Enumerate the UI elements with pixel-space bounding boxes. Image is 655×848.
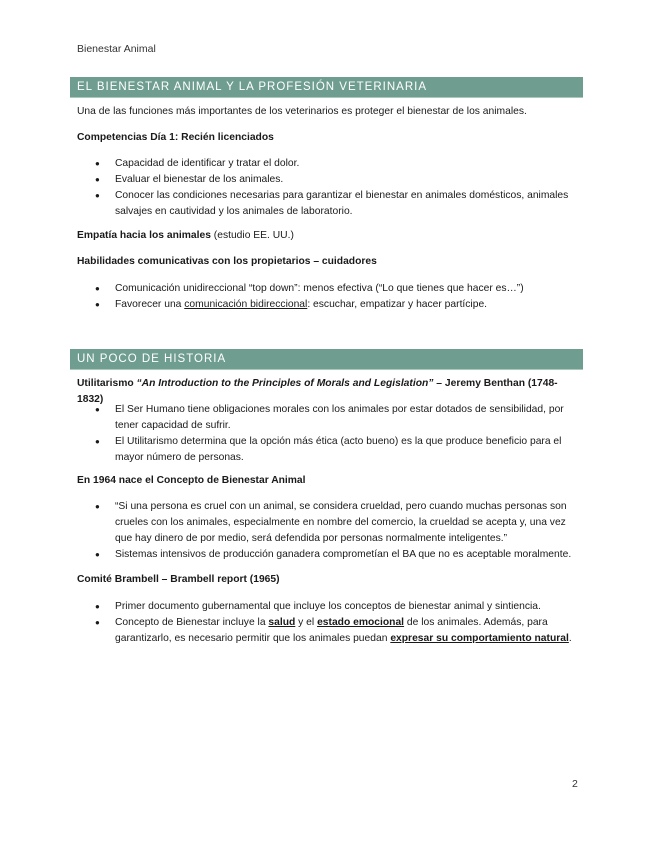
item-text: . xyxy=(568,633,572,644)
expresar-term: expresar su comportamiento natural xyxy=(390,633,569,644)
list-item: ● Conocer las condiciones necesarias para garantizar el bienestar en animales domésticos, animales salvajes en cautividad y los animales de laboratorio. xyxy=(77,188,583,220)
list-item: ● Primer documento gubernamental que incluye los conceptos de bienestar animal y sintiencia. xyxy=(77,599,583,615)
item-text: : escuchar, empatizar y hacer partícipe. xyxy=(307,299,488,310)
item-text: y el xyxy=(295,617,318,628)
competencias-heading: Competencias Día 1: Recién licenciados xyxy=(77,132,274,143)
item-text: Concepto de Bienestar incluye la xyxy=(115,617,269,628)
underlined-term: comunicación bidireccional xyxy=(184,299,308,310)
list-item: ● Sistemas intensivos de producción ganadera comprometían el BA que no es aceptable moralmente. xyxy=(77,547,583,563)
empatia-bold: Empatía hacia los animales xyxy=(77,230,211,241)
section-title-bienestar: EL BIENESTAR ANIMAL Y LA PROFESIÓN VETERINARIA xyxy=(70,77,583,98)
list-item: ● Comunicación unidireccional “top down”: menos efectiva (“Lo que tienes que hacer es…”) xyxy=(77,281,583,297)
habilidades-list xyxy=(77,281,583,313)
estado-emocional-term: estado emocional xyxy=(317,617,405,628)
list-item: ● El Utilitarismo determina que la opción más ética (acto bueno) es la que produce beneficio para el mayor número de personas. xyxy=(77,434,583,466)
concepto-list xyxy=(77,499,583,563)
brambell-list xyxy=(77,599,583,647)
page-number: 2 xyxy=(572,778,578,790)
utilitarismo-list xyxy=(77,402,583,466)
list-item xyxy=(77,297,583,313)
work-title: “An Introduction to the Principles of Morals and Legislation” xyxy=(136,378,434,389)
list-item: ● El Ser Humano tiene obligaciones morales con los animales por estar dotados de sensibilidad, por tener capacidad de sufrir. xyxy=(77,402,583,434)
salud-term: salud xyxy=(268,617,296,628)
brambell-heading: Comité Brambell – Brambell report (1965) xyxy=(77,574,280,585)
item-text: Favorecer una xyxy=(115,299,185,310)
concepto-heading: En 1964 nace el Concepto de Bienestar Animal xyxy=(77,475,306,486)
empatia-paragraph xyxy=(77,228,583,244)
heading-label: Utilitarismo xyxy=(77,378,137,389)
heading-author: – Jeremy Benthan (1748-1832) xyxy=(77,378,558,405)
list-item xyxy=(77,615,583,647)
habilidades-heading: Habilidades comunicativas con los propietarios – cuidadores xyxy=(77,256,377,267)
section-title-historia: UN POCO DE HISTORIA xyxy=(70,349,583,370)
running-header: Bienestar Animal xyxy=(77,43,156,55)
item-text: de los animales. Además, para garantizarlo, es necesario permitir que los animales puedan xyxy=(115,617,548,644)
list-item: ● “Si una persona es cruel con un animal, se considera crueldad, pero cuando muchas personas son crueles con los animales, especialmente en nombre del comercio, la crueldad se acepta y, una vez que hay dinero de por medio, será defendida por personas normalmente inteligentes.” xyxy=(77,499,583,547)
competencias-list xyxy=(77,156,583,220)
list-item: ● Capacidad de identificar y tratar el dolor. xyxy=(77,156,583,172)
list-item: ● Evaluar el bienestar de los animales. xyxy=(77,172,583,188)
empatia-rest: (estudio EE. UU.) xyxy=(210,230,294,241)
intro-paragraph: Una de las funciones más importantes de los veterinarios es proteger el bienestar de los animales. xyxy=(77,106,527,117)
